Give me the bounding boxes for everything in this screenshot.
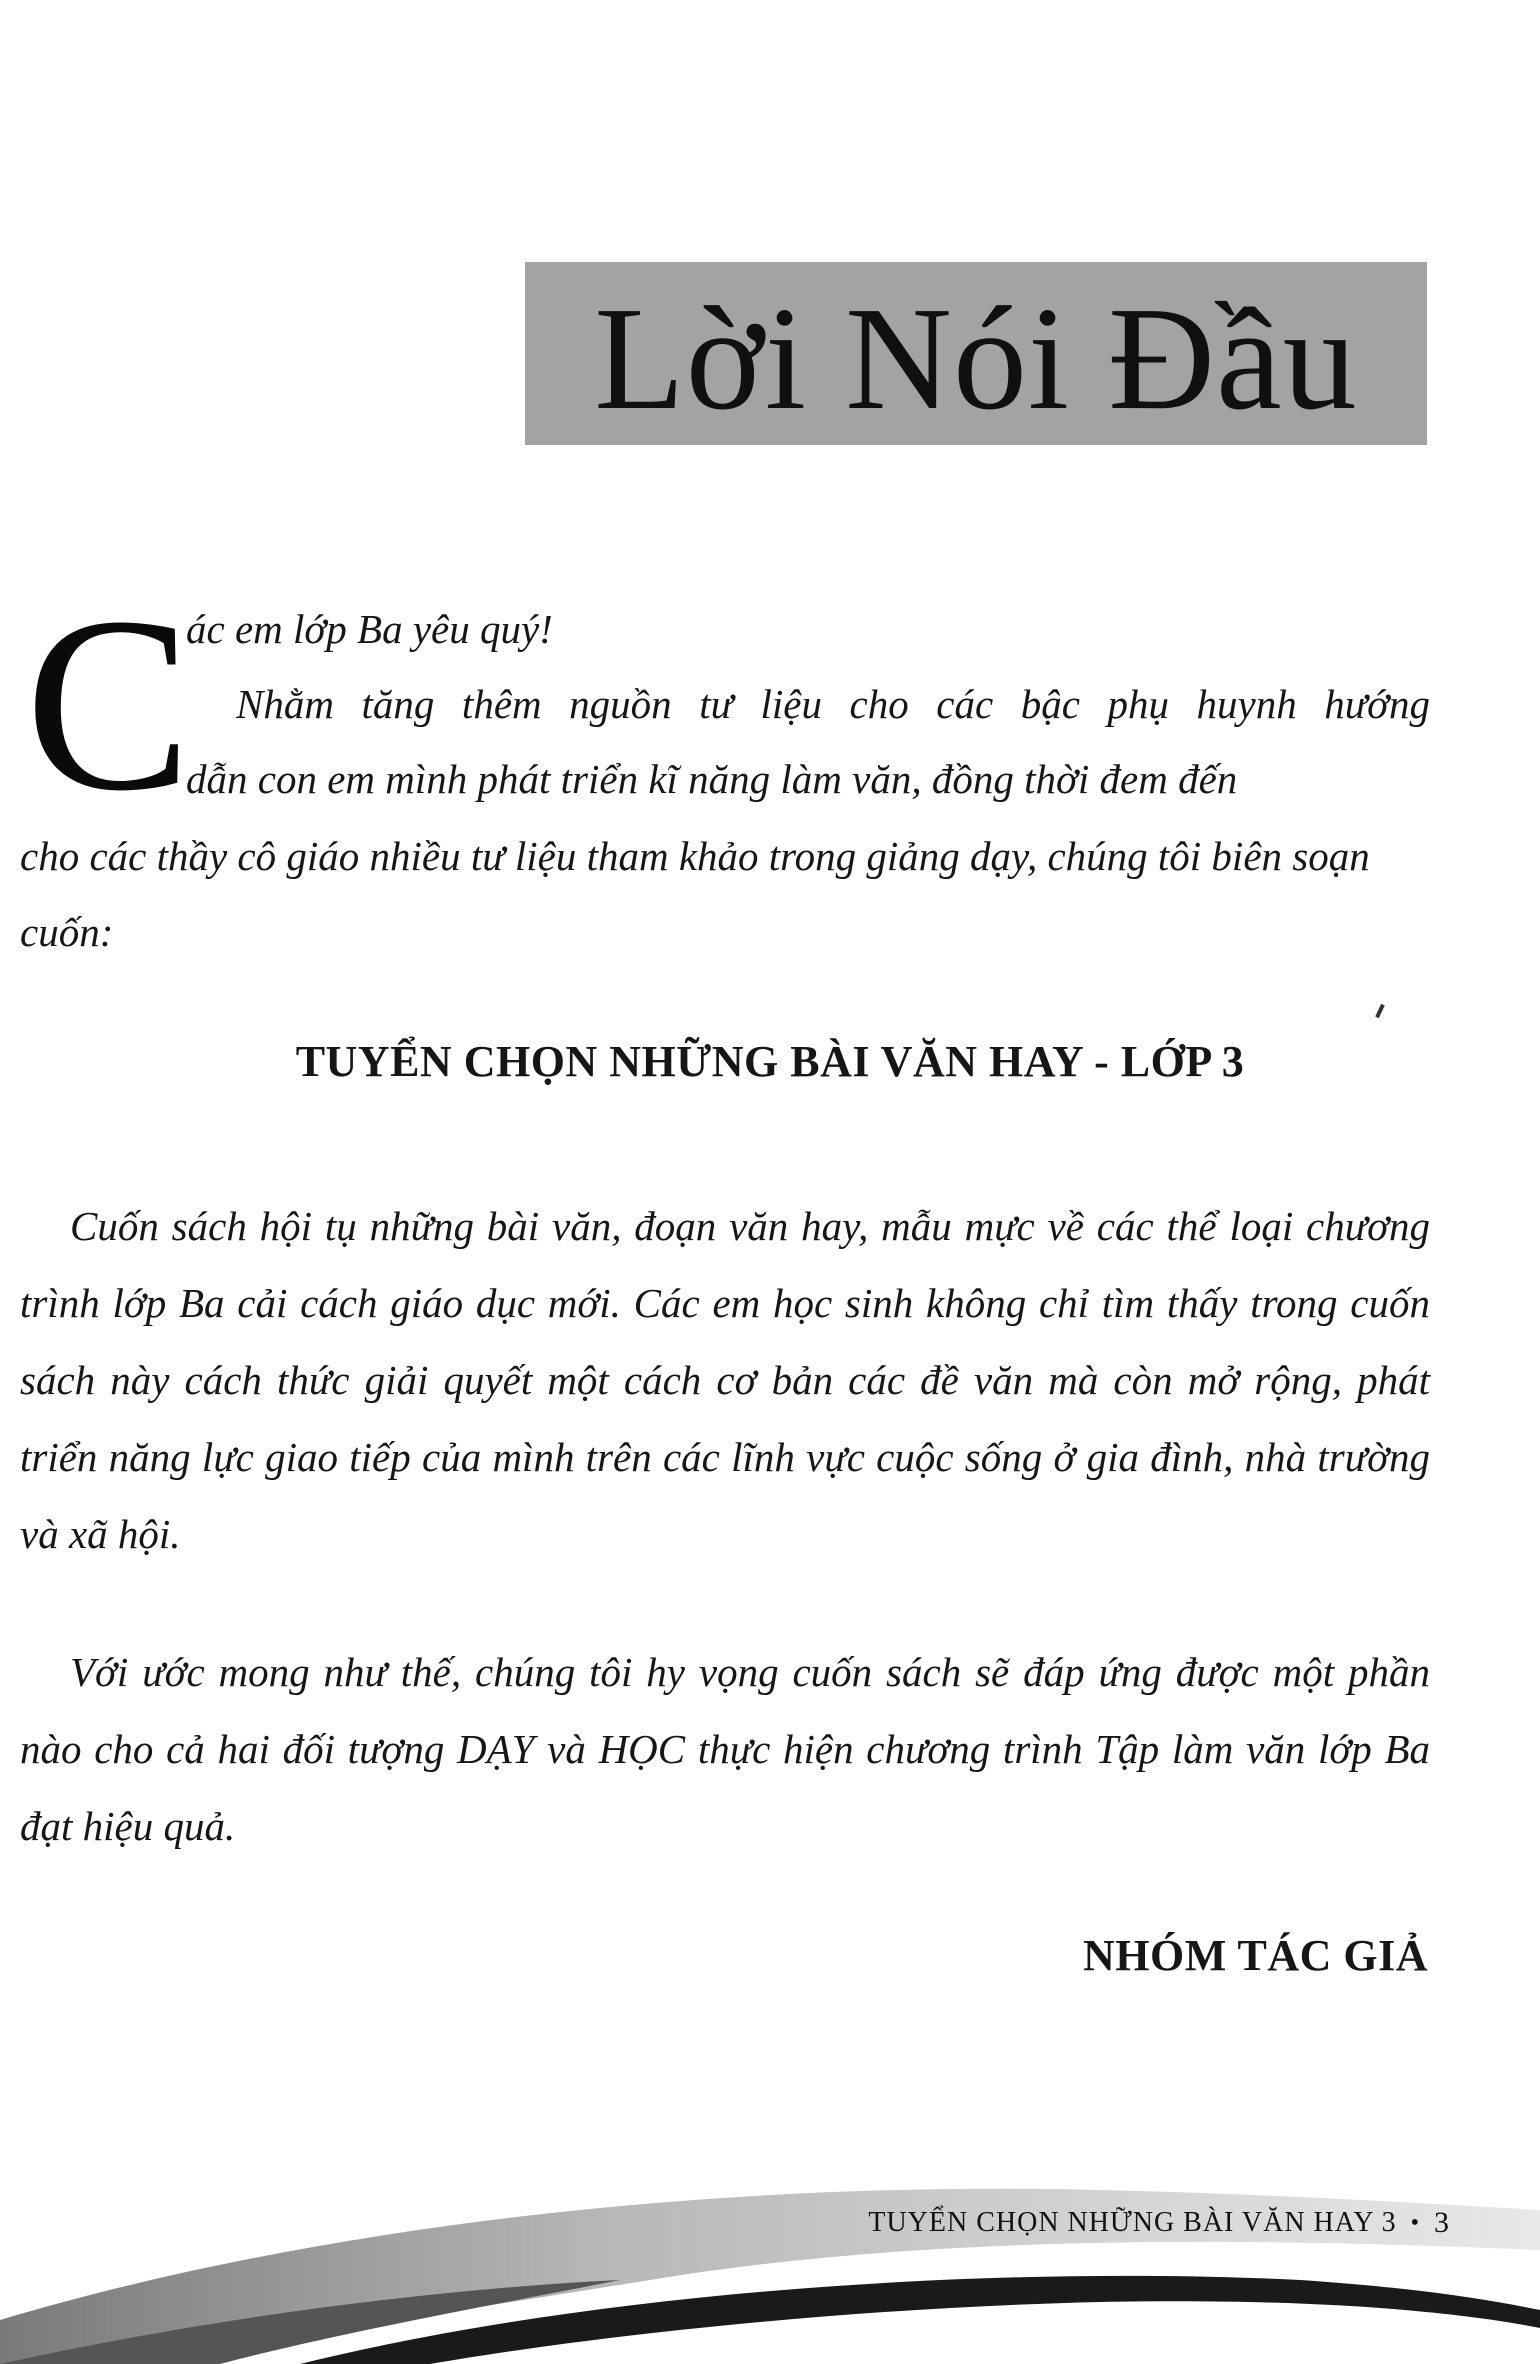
drop-cap: C bbox=[25, 566, 192, 843]
paragraph-description: Cuốn sách hội tụ những bài văn, đoạn văn hay, mẫu mực về các thể loại chương trình lớp Ba cải cách giáo dục mới. Các em học sinh không chỉ tìm thấy trong cuốn sách này cách thức giải quyết một cách cơ bản các đề văn mà còn mở rộng, phát triển năng lực giao tiếp của mình trên các lĩnh vực cuộc sống ở gia đình, nhà trường và xã hội. bbox=[20, 1203, 1430, 1557]
book-title: TUYỂN CHỌN NHỮNG BÀI VĂN HAY - LỚP 3 bbox=[295, 1037, 1245, 1086]
intro-greeting: ác em lớp Ba yêu quý! bbox=[186, 606, 553, 652]
intro-line-3: dẫn con em mình phát triển kĩ năng làm văn, đồng thời đem đến bbox=[186, 756, 1238, 802]
page-footer bbox=[860, 2200, 1450, 2246]
intro-line-2: Nhằm tăng thêm nguồn tư liệu cho các bậc phụ huynh hướng bbox=[236, 681, 1430, 727]
author-signature: NHÓM TÁC GIẢ bbox=[1083, 1931, 1428, 1980]
intro-continued: cho các thầy cô giáo nhiều tư liệu tham khảo trong giảng dạy, chúng tôi biên soạn cuốn: bbox=[20, 833, 1370, 955]
page-title: Lời Nói Đầu bbox=[594, 276, 1358, 441]
footer-bullet: • bbox=[1410, 2209, 1420, 2236]
running-title: TUYỂN CHỌN NHỮNG BÀI VĂN HAY 3 bbox=[868, 2207, 1397, 2238]
page-number: 3 bbox=[1434, 2206, 1450, 2239]
paragraph-hope: Với ước mong như thế, chúng tôi hy vọng cuốn sách sẽ đáp ứng được một phần nào cho cả hai đối tượng DẠY và HỌC thực hiện chương trình Tập làm văn lớp Ba đạt hiệu quả. bbox=[20, 1649, 1430, 1849]
intro-opening bbox=[186, 592, 1430, 817]
print-mark bbox=[1375, 1004, 1385, 1018]
